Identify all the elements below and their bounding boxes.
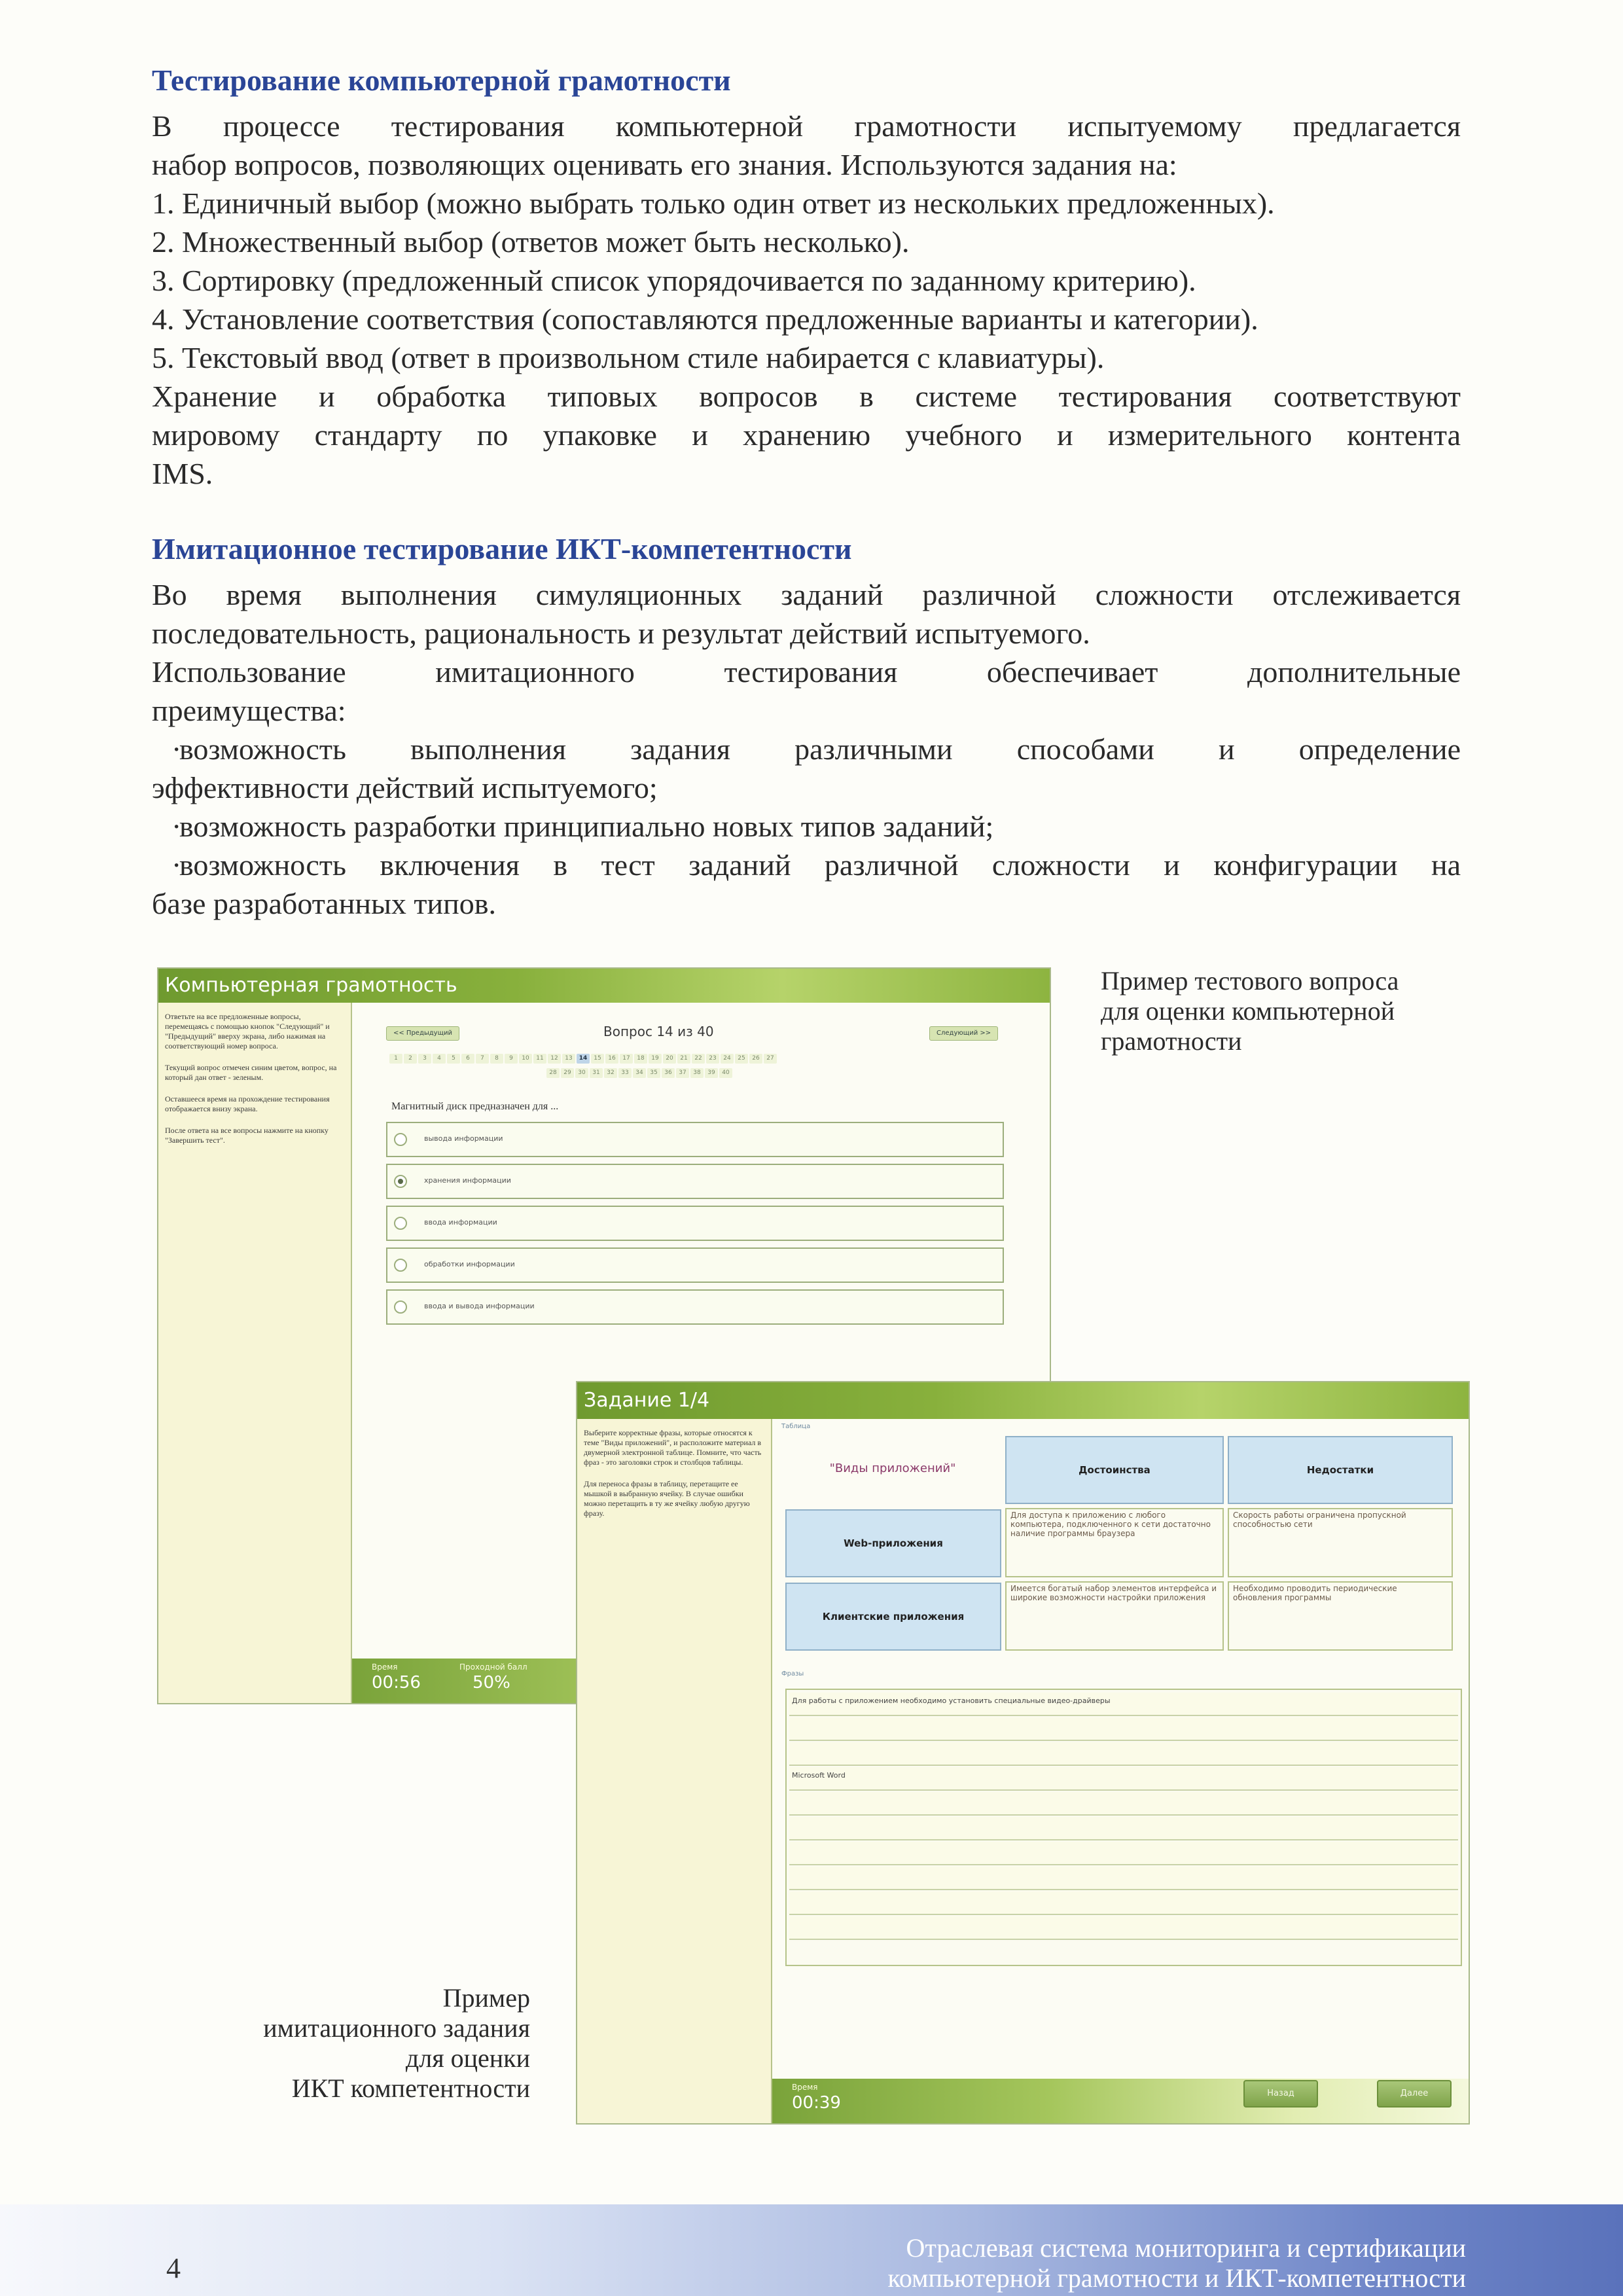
paragraph-line: мировому стандарту по упаковке и хранению учебного и измерительного контента [152,418,1461,452]
question-number[interactable]: 30 [575,1068,588,1078]
question-number[interactable]: 38 [690,1068,704,1078]
caption-line: для оценки [405,2043,530,2073]
question-number[interactable]: 13 [562,1054,575,1064]
question-number[interactable]: 27 [764,1054,777,1064]
answer-option[interactable] [386,1122,1004,1157]
question-number[interactable]: 15 [591,1054,604,1064]
caption-line: ИКТ компетентности [291,2073,530,2103]
question-number[interactable]: 16 [605,1054,618,1064]
list-item: 5. Текстовый ввод (ответ в произвольном стиле набирается с клавиатуры). [152,341,1105,374]
bullet-item: ·возможность разработки принципиально новых типов заданий; [171,810,994,843]
bullet-item: ·возможность выполнения задания различными способами и определение [171,732,1461,766]
list-item: 3. Сортировку (предложенный список упорядочивается по заданному критерию). [152,264,1196,297]
question-number[interactable]: 8 [490,1054,503,1064]
back-button[interactable]: Назад [1243,2080,1318,2108]
question-number[interactable]: 6 [461,1054,474,1064]
option-label: хранения информации [424,1176,511,1185]
question-number[interactable]: 32 [604,1068,617,1078]
instructions-sidebar [577,1419,772,2123]
answer-option[interactable] [386,1164,1004,1199]
paragraph-line: эффективности действий испытуемого; [152,771,658,804]
question-number[interactable]: 18 [634,1054,647,1064]
question-pager-row2 [389,1068,997,1078]
section-heading: Имитационное тестирование ИКТ-компетентности [152,532,852,565]
phrase-slot[interactable] [789,1717,1458,1741]
table-cell[interactable]: Имеется богатый набор элементов интерфейса и широкие возможности настройки приложения [1005,1581,1224,1651]
row-header[interactable]: Клиентские приложения [785,1583,1001,1651]
paragraph-line: последовательность, рациональность и результат действий испытуемого. [152,617,1090,650]
question-number[interactable]: 20 [663,1054,676,1064]
option-label: вывода информации [424,1134,503,1143]
phrases-label: Фразы [781,1670,804,1677]
phrases-area [785,1689,1462,1966]
radio-button[interactable] [394,1259,407,1272]
screenshot-ict-task [576,1381,1470,2125]
question-text: Магнитный диск предназначен для ... [391,1101,559,1112]
caption-literacy [1101,966,1399,1056]
score-label: Проходной балл [459,1662,527,1672]
radio-button[interactable] [394,1300,407,1314]
paragraph-line: Использование имитационного тестирования обеспечивает дополнительные [152,655,1461,689]
question-number[interactable]: 24 [721,1054,734,1064]
phrase-slot[interactable] [789,1792,1458,1816]
bullet-item: ·возможность включения в тест заданий различной сложности и конфигурации на [171,848,1461,882]
paragraph-line: базе разработанных типов. [152,887,496,920]
paragraph-line: IMS. [152,457,213,490]
table-title: "Виды приложений" [829,1462,956,1475]
option-label: ввода и вывода информации [424,1302,535,1310]
time-label: Время [372,1662,398,1672]
next-button[interactable]: Следующий >> [929,1026,998,1041]
window-title: Компьютерная грамотность [158,969,1050,1003]
answer-option[interactable] [386,1247,1004,1283]
paragraph-line: набор вопросов, позволяющих оценивать его знания. Используются задания на: [152,148,1177,181]
status-bar [772,2079,1469,2123]
question-number[interactable]: 2 [404,1054,417,1064]
list-item: 4. Установление соответствия (сопоставляются предложенные варианты и категории). [152,302,1258,336]
time-value: 00:56 [372,1673,421,1693]
question-number[interactable]: 29 [561,1068,574,1078]
done-button[interactable]: Далее [1377,2080,1452,2108]
radio-button[interactable] [394,1175,407,1188]
question-number[interactable]: 7 [476,1054,489,1064]
page-number: 4 [166,2252,181,2284]
instruction-text: Для переноса фразы в таблицу, перетащите ее мышкой в выбранную ячейку. В случае ошибки можно перетащить в ту же ячейку любую другую фразу. [584,1479,750,1518]
radio-button[interactable] [394,1133,407,1146]
footer-band [0,2204,1623,2296]
caption-line: Пример [442,1983,530,2013]
answer-option[interactable] [386,1206,1004,1241]
phrase-slot[interactable] [789,1867,1458,1890]
caption-line: для оценки компьютерной [1101,996,1395,1026]
paragraph-line: преимущества: [152,694,346,727]
question-number[interactable]: 25 [735,1054,748,1064]
phrase-slot[interactable] [789,1842,1458,1865]
phrase-slot[interactable] [789,1892,1458,1915]
question-number[interactable]: 31 [590,1068,603,1078]
question-number[interactable]: 5 [447,1054,460,1064]
phrase-slot[interactable] [789,1916,1458,1940]
question-number[interactable]: 35 [647,1068,660,1078]
footer-title [888,2233,1466,2293]
question-number[interactable]: 10 [519,1054,532,1064]
instruction-text: Оставшееся время на прохождение тестирования отображается внизу экрана. [165,1094,330,1113]
instruction-text: Ответьте на все предложенные вопросы, перемещаясь с помощью кнопок "Следующий" и "Предыдущий" вверху экрана, либо нажимая на соответствующий номер вопроса. [165,1012,330,1050]
section-computer-literacy [152,63,1461,493]
question-number[interactable]: 3 [418,1054,431,1064]
question-number[interactable]: 28 [546,1068,560,1078]
time-value: 00:39 [792,2093,841,2113]
row-header[interactable]: Web-приложения [785,1509,1001,1577]
question-number[interactable]: 33 [618,1068,632,1078]
instructions-sidebar [158,1003,352,1703]
col-header[interactable]: Недостатки [1228,1436,1453,1504]
col-header[interactable]: Достоинства [1005,1436,1224,1504]
caption-ict [216,1983,530,2104]
phrase-slot[interactable] [789,1817,1458,1840]
list-item: 1. Единичный выбор (можно выбрать только один ответ из нескольких предложенных). [152,187,1275,220]
phrase-item[interactable]: Microsoft Word [792,1771,846,1780]
question-number[interactable]: 21 [677,1054,690,1064]
paragraph-line: Во время выполнения симуляционных заданий различной сложности отслеживается [152,578,1461,611]
table-label: Таблица [781,1423,811,1430]
option-label: обработки информации [424,1260,515,1268]
section-ict-simulation [152,531,1461,923]
list-item: 2. Множественный выбор (ответов может быть несколько). [152,225,910,259]
option-label: ввода информации [424,1218,497,1227]
instruction-text: Выберите корректные фразы, которые относятся к теме "Виды приложений", и расположите материал в двумерной электронной таблице. Помните, что часть фраз - это заголовки строк и столбцов таблицы. [584,1428,762,1467]
window-title: Задание 1/4 [577,1382,1469,1419]
footer-line: Отраслевая система мониторинга и сертификации [906,2233,1466,2263]
question-number[interactable]: 14 [577,1054,590,1064]
question-number[interactable]: 26 [749,1054,762,1064]
section-heading: Тестирование компьютерной грамотности [152,63,731,97]
caption-line: грамотности [1101,1026,1242,1056]
question-number[interactable]: 23 [706,1054,719,1064]
question-number[interactable]: 34 [633,1068,646,1078]
question-number[interactable]: 37 [676,1068,689,1078]
question-number[interactable]: 17 [620,1054,633,1064]
table-cell[interactable]: Скорость работы ограничена пропускной способностью сети [1228,1508,1453,1577]
paragraph-line: В процессе тестирования компьютерной грамотности испытуемому предлагается [152,109,1461,143]
instruction-text: После ответа на все вопросы нажмите на кнопку "Завершить тест". [165,1126,329,1145]
question-number[interactable]: 39 [705,1068,718,1078]
phrase-slot[interactable] [789,1767,1458,1791]
phrase-item[interactable]: Для работы с приложением необходимо установить специальные видео-драйверы [792,1696,1111,1705]
table-cell[interactable]: Для доступа к приложению с любого компьютера, подключенного к сети достаточно наличие программы браузера [1005,1508,1224,1577]
caption-line: Пример тестового вопроса [1101,966,1399,996]
question-number[interactable]: 12 [548,1054,561,1064]
question-number[interactable]: 40 [719,1068,732,1078]
question-number[interactable]: 9 [505,1054,518,1064]
question-number[interactable]: 36 [662,1068,675,1078]
question-number[interactable]: 4 [433,1054,446,1064]
question-number[interactable]: 1 [389,1054,402,1064]
caption-line: имитационного задания [263,2013,530,2043]
table-cell[interactable]: Необходимо проводить периодические обновления программы [1228,1581,1453,1651]
question-counter: Вопрос 14 из 40 [603,1024,714,1039]
prev-button[interactable]: << Предыдущий [386,1026,459,1041]
score-value: 50% [473,1673,510,1693]
question-number[interactable]: 11 [533,1054,546,1064]
question-number[interactable]: 22 [692,1054,705,1064]
question-number[interactable]: 19 [649,1054,662,1064]
answer-option[interactable] [386,1289,1004,1325]
instruction-text: Текущий вопрос отмечен синим цветом, вопрос, на который дан ответ - зеленым. [165,1063,337,1082]
footer-line: компьютерной грамотности и ИКТ-компетентности [887,2263,1466,2293]
paragraph-line: Хранение и обработка типовых вопросов в системе тестирования соответствуют [152,380,1461,413]
question-pager-row1 [389,1054,997,1064]
radio-button[interactable] [394,1217,407,1230]
time-label: Время [792,2083,818,2092]
phrase-slot[interactable] [789,1742,1458,1766]
